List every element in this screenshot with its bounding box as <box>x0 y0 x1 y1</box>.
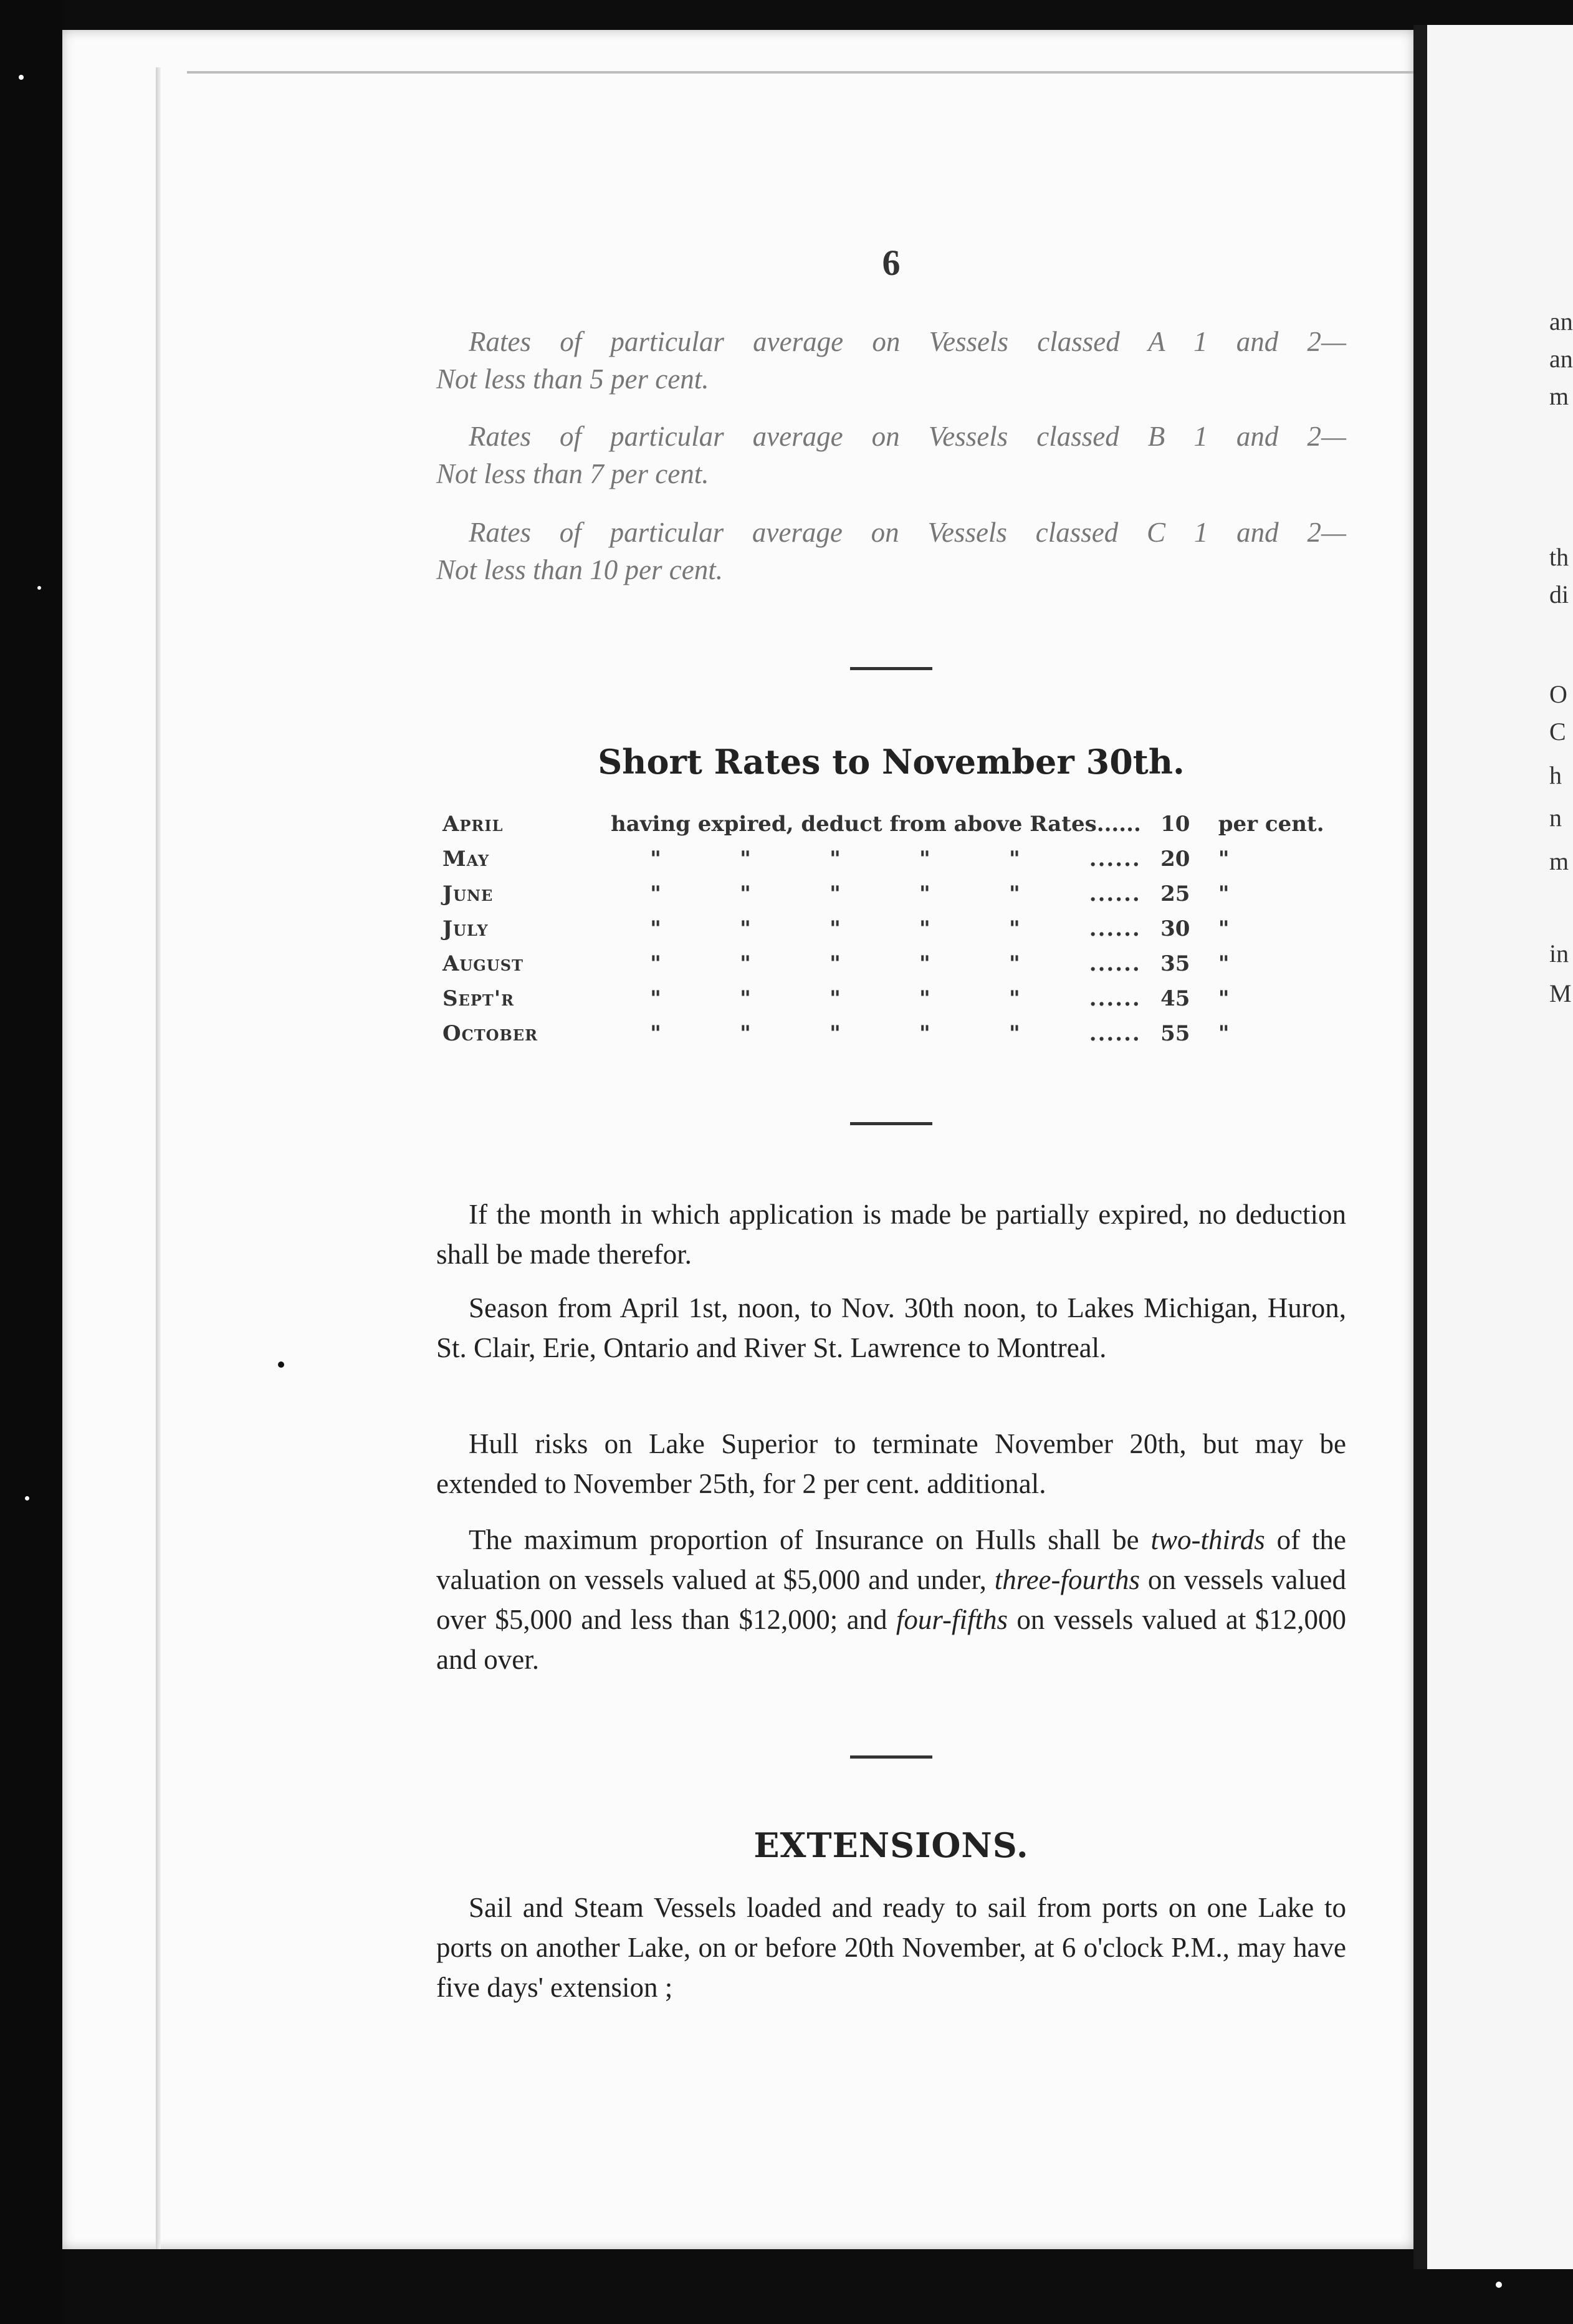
facing-fragment: h <box>1549 761 1562 789</box>
leader-dots: ...... <box>1089 951 1141 976</box>
paragraph-lake-superior <box>436 1424 1346 1504</box>
ditto-mark: " <box>1218 1021 1230 1046</box>
book-gutter <box>1413 25 1427 2269</box>
average-rate-a-line2: Not less than 5 per cent. <box>436 363 709 395</box>
section-rule <box>850 667 932 670</box>
scan-speck <box>25 1496 29 1501</box>
italic-term: two-thirds <box>1150 1524 1265 1555</box>
month-cell: April <box>442 812 504 837</box>
ditto-mark: " <box>1218 847 1230 872</box>
ditto-mark: " <box>650 951 661 976</box>
table-row <box>442 807 1334 842</box>
ditto-mark: " <box>1009 1021 1020 1046</box>
table-row <box>442 1016 1334 1051</box>
rate-value: 45 <box>1160 986 1190 1011</box>
month-cell: July <box>442 916 489 941</box>
month-cell: May <box>442 847 490 872</box>
italic-term: four-fifths <box>896 1604 1008 1635</box>
rate-value: 30 <box>1160 916 1190 941</box>
facing-fragment: an <box>1549 345 1573 373</box>
ditto-mark: " <box>1218 881 1230 906</box>
section-rule <box>850 1755 932 1759</box>
ink-speck <box>278 1361 284 1368</box>
ditto-mark: " <box>1009 951 1020 976</box>
average-rate-c-line1: Rates of particular average on Vessels classed C 1 and 2— <box>469 517 1346 548</box>
average-rate-b-line1: Rates of particular average on Vessels classed B 1 and 2— <box>469 421 1346 452</box>
ditto-mark: " <box>919 951 930 976</box>
paragraph-text: Hull risks on Lake Superior to terminate November 20th, but may be extended to November 25th, for 2 per cent. additional. <box>436 1428 1346 1499</box>
ditto-mark: " <box>919 847 930 872</box>
facing-fragment: C <box>1549 718 1566 746</box>
ditto-mark: " <box>740 1021 751 1046</box>
leader-dots: ...... <box>1089 1021 1141 1046</box>
ditto-mark: " <box>740 986 751 1011</box>
ditto-mark: " <box>650 847 661 872</box>
scan-speck <box>1496 2282 1502 2288</box>
page-fold-edge <box>156 67 161 2249</box>
paragraph-text: Season from April 1st, noon, to Nov. 30th noon, to Lakes Michigan, Huron, St. Clair, Erie, Ontario and River St. Lawrence to Montreal. <box>436 1292 1346 1363</box>
table-row <box>442 911 1334 946</box>
ditto-mark: " <box>919 986 930 1011</box>
ditto-mark: " <box>830 1021 841 1046</box>
facing-fragment: n <box>1549 804 1562 832</box>
month-cell: October <box>442 1021 538 1046</box>
scan-speck <box>19 75 24 80</box>
month-cell: Sept'r <box>442 986 515 1011</box>
ditto-mark: " <box>919 916 930 941</box>
leader-dots: ...... <box>1089 847 1141 872</box>
ditto-mark: " <box>650 1021 661 1046</box>
ditto-mark: " <box>740 847 751 872</box>
ditto-mark: " <box>1218 951 1230 976</box>
paragraph-partial-month <box>436 1194 1346 1274</box>
average-rate-a-line1: Rates of particular average on Vessels classed A 1 and 2— <box>469 326 1346 357</box>
paragraph-season <box>436 1288 1346 1368</box>
table-row <box>442 946 1334 981</box>
ditto-mark: " <box>1009 916 1020 941</box>
page-number: 6 <box>882 242 901 283</box>
paragraph-text: Sail and Steam Vessels loaded and ready to sail from ports on one Lake to ports on another Lake, on or before 20th November, at 6 o'clock P.M., may have five days' extension ; <box>436 1892 1346 2003</box>
rate-value: 20 <box>1160 847 1190 872</box>
paragraph-text: of the valuation on vessels valued at $5,000 and under, <box>436 1524 1346 1595</box>
ditto-mark: " <box>919 1021 930 1046</box>
ditto-mark: " <box>830 951 841 976</box>
ditto-mark: " <box>1218 916 1230 941</box>
ditto-mark: " <box>1009 847 1020 872</box>
ditto-mark: " <box>919 881 930 906</box>
rate-value: 10 <box>1160 812 1190 837</box>
average-rate-b-line2: Not less than 7 per cent. <box>436 458 709 489</box>
facing-fragment: an <box>1549 307 1573 335</box>
paragraph-text: The maximum proportion of Insurance on Hulls shall be <box>469 1524 1151 1555</box>
ditto-mark: " <box>740 881 751 906</box>
paragraph-extensions <box>436 1888 1346 2007</box>
scan-border <box>0 0 62 2324</box>
extensions-heading: EXTENSIONS. <box>753 1825 1029 1865</box>
facing-fragment: M <box>1549 979 1572 1007</box>
document-page <box>62 30 1413 2249</box>
page-top-edge <box>187 71 1458 74</box>
average-rate-c-line2: Not less than 10 per cent. <box>436 554 723 585</box>
ditto-mark: " <box>830 847 841 872</box>
ditto-mark: " <box>1009 986 1020 1011</box>
average-rate-a <box>436 323 1346 398</box>
leader-dots: ...... <box>1089 916 1141 941</box>
leader-dots: ...... <box>1089 881 1141 906</box>
ditto-mark: " <box>1218 986 1230 1011</box>
ditto-mark: " <box>740 916 751 941</box>
rate-value: 35 <box>1160 951 1190 976</box>
first-row-text: having expired, deduct from above Rates...... <box>611 812 1141 837</box>
table-row <box>442 842 1334 876</box>
rate-unit: per cent. <box>1218 812 1324 837</box>
scan-speck <box>37 586 41 590</box>
ditto-mark: " <box>830 986 841 1011</box>
section-rule <box>850 1122 932 1125</box>
table-row <box>442 876 1334 911</box>
short-rates-table <box>442 807 1334 1051</box>
rate-value: 55 <box>1160 1021 1190 1046</box>
facing-fragment: m <box>1549 847 1569 875</box>
facing-fragment: O <box>1549 680 1567 708</box>
paragraph-maximum-proportion <box>436 1520 1346 1679</box>
table-row <box>442 981 1334 1016</box>
average-rate-b <box>436 418 1346 492</box>
paragraph-text: on vessels valued over $5,000 and less than $12,000; and <box>436 1564 1347 1635</box>
month-cell: June <box>442 881 494 906</box>
facing-fragment: in <box>1549 939 1569 968</box>
ditto-mark: " <box>650 916 661 941</box>
facing-fragment: m <box>1549 382 1569 410</box>
ditto-mark: " <box>830 916 841 941</box>
short-rates-heading: Short Rates to November 30th. <box>598 742 1185 782</box>
month-cell: August <box>442 951 524 976</box>
ditto-mark: " <box>740 951 751 976</box>
facing-fragment: di <box>1549 580 1569 608</box>
leader-dots: ...... <box>1089 986 1141 1011</box>
ditto-mark: " <box>830 881 841 906</box>
average-rate-c <box>436 514 1346 588</box>
ditto-mark: " <box>650 881 661 906</box>
ditto-mark: " <box>650 986 661 1011</box>
ditto-mark: " <box>1009 881 1020 906</box>
italic-term: three-fourths <box>994 1564 1140 1595</box>
facing-page <box>1427 25 1573 2269</box>
facing-fragment: th <box>1549 543 1569 571</box>
paragraph-text: If the month in which application is made be partially expired, no deduction shall be made therefor. <box>436 1199 1346 1270</box>
paragraph-text: on vessels valued at $12,000 and over. <box>436 1604 1346 1675</box>
rate-value: 25 <box>1160 881 1190 906</box>
